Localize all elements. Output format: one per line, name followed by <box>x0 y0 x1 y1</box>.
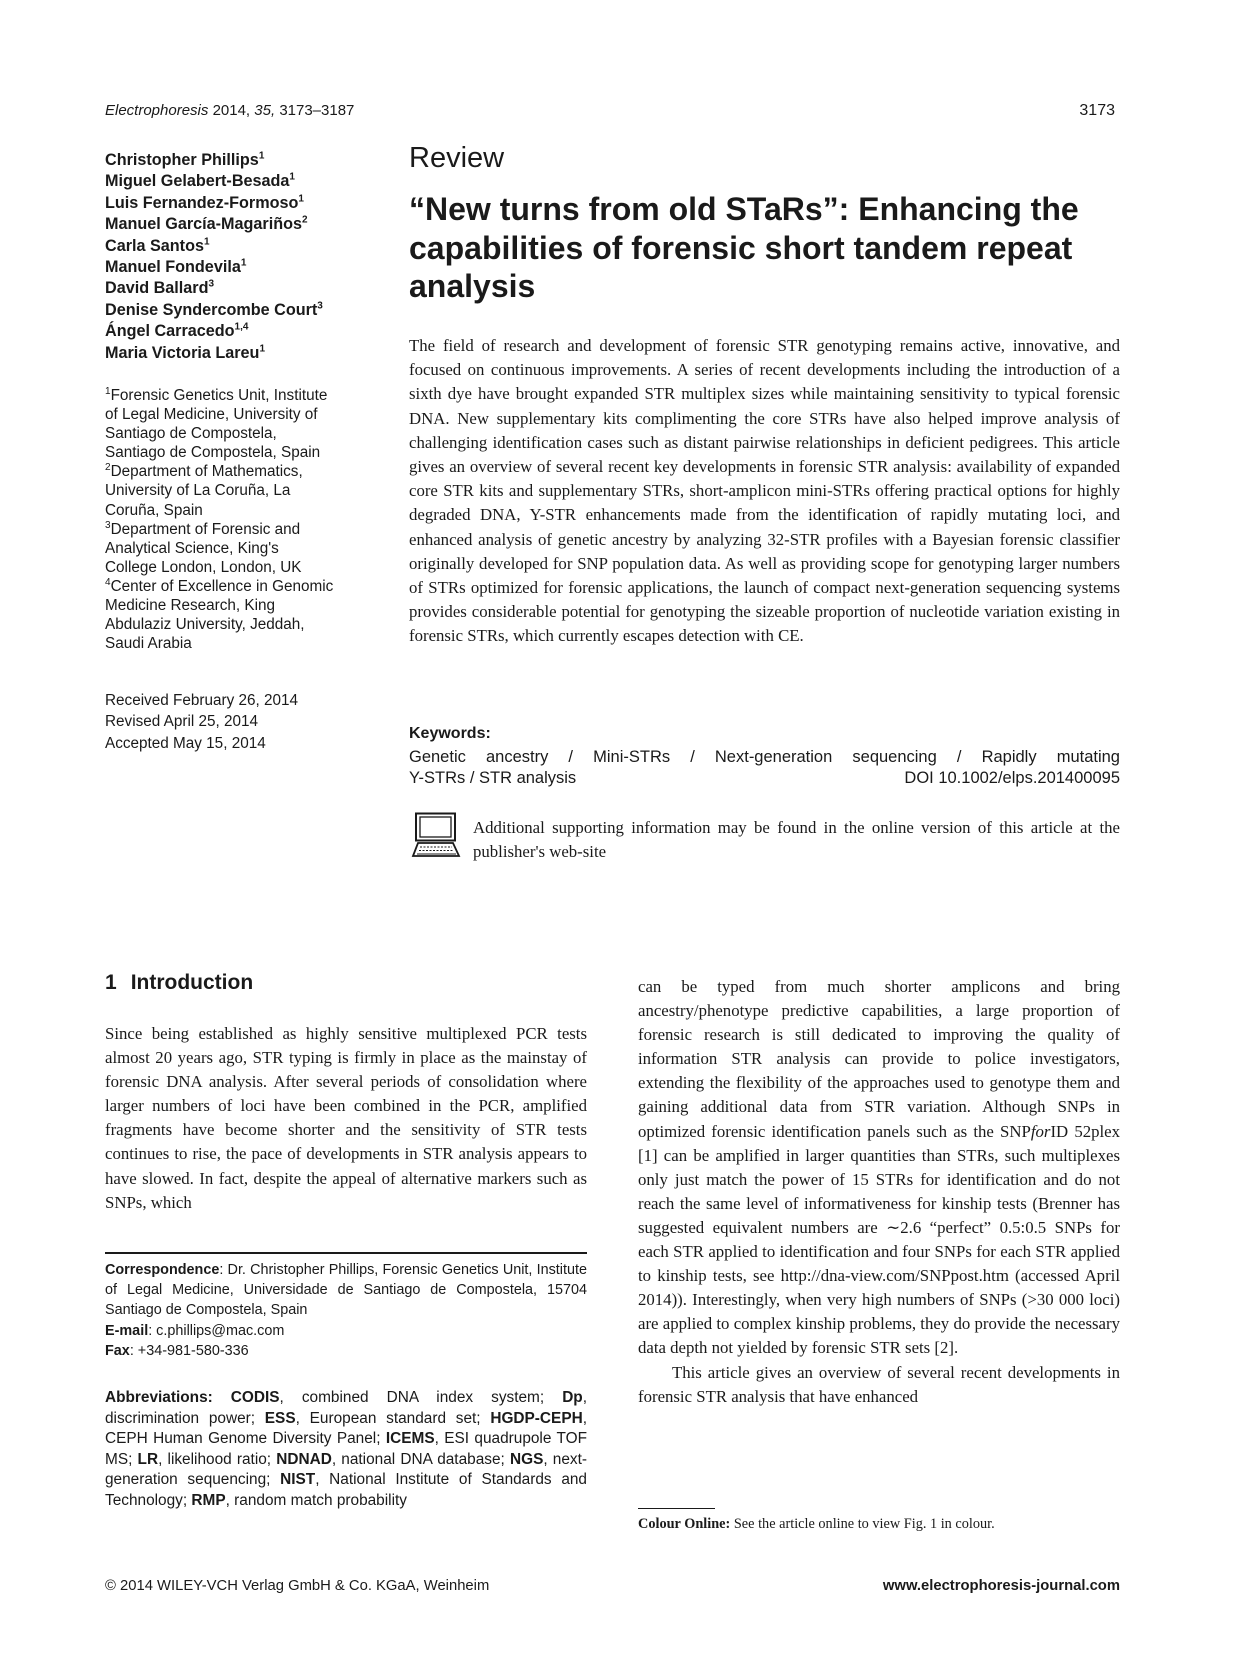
affiliation-line <box>105 405 380 424</box>
author <box>105 193 380 214</box>
affiliation-line <box>105 615 380 634</box>
correspondence-text: : Dr. Christopher Phillips, Forensic Genetics Unit, Institute of Legal Medicine, Universidade de Santiago de Compostela, 15704 Santiago de Compostela, Spain <box>105 1262 587 1319</box>
abbreviation-definition: , CEPH Human Genome Diversity Panel; <box>105 1409 587 1448</box>
intro-paragraph-continued <box>638 975 1120 1361</box>
author-name: Ángel Carracedo <box>105 322 235 341</box>
abbreviation-definition: , European standard set; <box>295 1409 491 1427</box>
abbreviation-definition: , combined DNA index system; <box>279 1389 563 1406</box>
affiliation-text: Abdulaziz University, Jeddah, <box>105 616 305 634</box>
affiliation-text: Medicine Research, King <box>105 597 276 615</box>
abbreviation-term: HGDP-CEPH <box>490 1409 583 1427</box>
received-date: Received February 26, 2014 <box>105 692 299 709</box>
copyright-footer: © 2014 WILEY-VCH Verlag GmbH & Co. KGaA, Weinheim <box>105 1578 490 1594</box>
affiliation-text: Forensic Genetics Unit, Institute <box>110 387 328 404</box>
email-value: : c.phillips@mac.com <box>148 1322 285 1339</box>
colour-online-label: Colour Online: <box>638 1516 731 1532</box>
author-name: Carla Santos <box>105 236 204 255</box>
author-affiliation-mark: 3 <box>317 300 323 312</box>
abbreviation-definition: , next-generation sequencing; <box>105 1450 588 1489</box>
correspondence-divider <box>105 1252 587 1254</box>
author-name: Manuel Fondevila <box>105 258 241 277</box>
correspondence-address <box>105 1260 587 1321</box>
author-name: David Ballard <box>105 279 209 298</box>
intro-left-column <box>105 1022 587 1215</box>
author-name: Luis Fernandez-Formoso <box>105 193 299 212</box>
affiliation-line <box>105 424 380 443</box>
affiliation-line <box>105 596 380 615</box>
abbreviation-definition: , national DNA database; <box>331 1450 510 1468</box>
journal-name: Electrophoresis <box>105 102 209 119</box>
journal-reference <box>105 102 354 119</box>
abbreviation-term: RMP <box>191 1491 226 1509</box>
article-type: Review <box>409 142 505 174</box>
affiliation-number: 3 <box>105 519 111 531</box>
affiliation-text: Saudi Arabia <box>105 635 192 653</box>
abbreviation-term: CODIS <box>230 1389 280 1406</box>
article-title: “New turns from old STaRs”: Enhancing the capabilities of forensic short tandem repeat analysis <box>409 191 1079 304</box>
author <box>105 150 380 171</box>
affiliation-line <box>105 576 380 596</box>
accepted-date: Accepted May 15, 2014 <box>105 734 266 752</box>
author <box>105 321 380 342</box>
abbreviation-definition: , ESI quadrupole TOF MS; <box>105 1430 587 1468</box>
affiliation-line <box>105 558 380 577</box>
intro-right-column <box>638 975 1120 1409</box>
fax-value: : +34-981-580-336 <box>129 1342 249 1359</box>
author-affiliation-mark: 3 <box>208 279 215 291</box>
abbreviations-block <box>105 1388 587 1512</box>
intro-text-part-b: ID 52plex [1] can be amplified in larger quantities than STRs, such multiplexes only just match the power of 15 STRs for identification and do not reach the same level of informativeness for kinship tests (Brenner has suggested equivalent numbers are ∼2.6 “perfect” 0.5:0.5 SNPs for each STR applied to identification and four SNPs for each STR applied to kinship tests, see http://dna-view.com/SNPpost.htm (accessed April 2014)). Interestingly, when very high numbers of SNPs (>30 000 loci) are applied to complex kinship problems, they do provide the necessary data depth not yielded by forensic STR sets [2]. <box>638 1121 1121 1358</box>
intro-text-part-a: can be typed from much shorter amplicons and bring ancestry/phenotype predictive capabilities, a large proportion of forensic research is still dedicated to improving the quality of information STR analysis can provide to police investigators, extending the flexibility of the approaches used to genotype them and gaining additional data from STR variation. Although SNPs in optimized forensic identification panels such as the SNP <box>638 977 1120 1141</box>
article-dates <box>105 690 380 754</box>
abstract: The field of research and development of forensic STR genotyping remains active, innovative, and focused on continuous improvements. A series of recent developments including the introduction of a sixth dye have brought expanded STR multiplex sizes while maintaining sensitivity to typical forensic DNA. New supplementary kits complimenting the core STRs have also helped improve analysis of challenging identification cases such as distant pairwise relationships in deficient pedigrees. This article gives an overview of several recent key developments in forensic STR analysis: availability of expanded core STR kits and supplementary STRs, short-amplicon mini-STRs offering practical options for highly degraded DNA, Y-STR enhancements made from the identification of rapidly mutating loci, and enhanced analysis of genetic ancestry by analyzing 32-STR profiles with a Bayesian forensic classifier originally developed for SNP population data. As well as providing scope for genotyping larger numbers of STRs optimized for forensic applications, the launch of compact next-generation sequencing systems provides considerable potential for genotyping the sizeable proportion of nucleotide variation existing in forensic STRs, which currently escapes detection with CE. <box>409 336 1120 646</box>
supporting-info-note: Additional supporting information may be found in the online version of this article at the publisher's web-site <box>473 818 1120 862</box>
affiliation <box>105 577 380 653</box>
affiliation-number: 4 <box>105 576 111 588</box>
author-affiliation-mark: 1 <box>258 150 265 162</box>
author-name: Miguel Gelabert-Besada <box>105 172 290 191</box>
keywords-line-2 <box>409 768 1120 789</box>
abbreviation-term: NDNAD <box>276 1450 332 1468</box>
affiliation-text: of Legal Medicine, University of <box>105 406 318 424</box>
affiliation-line <box>105 443 380 462</box>
abbreviations-label: Abbreviations: <box>105 1389 213 1406</box>
author <box>105 236 380 257</box>
abbreviation-term: ESS <box>264 1409 296 1427</box>
abbreviation-term: Dp <box>562 1389 583 1406</box>
doi: DOI 10.1002/elps.201400095 <box>904 768 1120 787</box>
affiliation-line <box>105 385 380 405</box>
author <box>105 278 380 299</box>
author-affiliation-mark: 1,4 <box>234 321 249 333</box>
keywords-label: Keywords: <box>409 725 491 742</box>
affiliation-line <box>105 519 380 539</box>
journal-pages: 3173–3187 <box>279 102 355 119</box>
keywords-line-2-text: Y-STRs / STR analysis <box>409 768 577 787</box>
running-head <box>105 102 1115 126</box>
affiliation-text: Department of Forensic and <box>110 520 301 538</box>
affiliation-list <box>105 386 380 653</box>
affiliation-text: Analytical Science, King's <box>105 539 279 557</box>
author-affiliation-mark: 1 <box>289 172 295 184</box>
author <box>105 257 380 278</box>
correspondence-block <box>105 1260 587 1361</box>
fax-label: Fax <box>105 1342 130 1359</box>
affiliation-line <box>105 539 380 558</box>
journal-year: 2014, <box>212 102 251 119</box>
abbreviation-term: NIST <box>280 1471 316 1489</box>
affiliation-text: Santiago de Compostela, Spain <box>105 444 321 462</box>
author-affiliation-mark: 1 <box>203 236 210 248</box>
affiliation-text: College London, London, UK <box>105 558 302 576</box>
computer-icon <box>411 812 461 858</box>
journal-website-link[interactable]: www.electrophoresis-journal.com <box>882 1578 1120 1594</box>
affiliation-text: University of La Coruña, La <box>105 482 291 500</box>
affiliation-text: Center of Excellence in Genomic <box>110 577 334 595</box>
author-name: Denise Syndercombe Court <box>105 300 318 319</box>
author-affiliation-mark: 2 <box>302 214 308 226</box>
affiliation <box>105 386 380 462</box>
intro-text-italic: for <box>1030 1121 1051 1141</box>
section-title: Introduction <box>130 971 254 994</box>
affiliation-line <box>105 481 380 500</box>
affiliation-number: 2 <box>105 462 111 474</box>
keywords-line-1: Genetic ancestry / Mini-STRs / Next-generation sequencing / Rapidly mutating <box>409 748 1120 766</box>
abbreviation-definition: , National Institute of Standards and Technology; <box>105 1471 587 1509</box>
abbreviation-term: NGS <box>509 1450 544 1468</box>
author-name: Maria Victoria Lareu <box>105 343 260 362</box>
revised-date: Revised April 25, 2014 <box>105 713 259 731</box>
colour-online-text: See the article online to view Fig. 1 in colour. <box>730 1516 995 1532</box>
affiliation-text: Coruña, Spain <box>105 501 203 519</box>
intro-paragraph-2: This article gives an overview of several recent developments in forensic STR analysis that have enhanced <box>638 1362 1120 1406</box>
abbreviation-definition: , random match probability <box>225 1491 407 1509</box>
author-name: Manuel García-Magariños <box>105 215 303 234</box>
journal-volume: 35, <box>254 102 276 119</box>
page-number: 3173 <box>1079 102 1115 119</box>
section-number: 1 <box>105 971 117 994</box>
author <box>105 171 380 192</box>
author <box>105 343 380 364</box>
correspondence-email <box>105 1321 587 1341</box>
author-name: Christopher Phillips <box>105 151 259 169</box>
abbreviation-term: LR <box>137 1450 159 1468</box>
affiliation-text: Department of Mathematics, <box>110 463 303 481</box>
author-affiliation-mark: 1 <box>240 257 247 269</box>
keywords <box>409 747 1120 788</box>
author-list <box>105 150 380 364</box>
footnote-divider <box>638 1508 715 1509</box>
correspondence-label: Correspondence <box>105 1262 220 1278</box>
affiliation-line <box>105 462 380 481</box>
colour-online-note <box>638 1516 995 1533</box>
section-heading <box>105 971 253 995</box>
affiliation <box>105 520 380 577</box>
affiliation-number: 1 <box>105 385 111 397</box>
affiliation-line <box>105 501 380 520</box>
author <box>105 300 380 321</box>
affiliation-line <box>105 634 380 653</box>
correspondence-fax <box>105 1341 587 1361</box>
abbreviation-definition: , likelihood ratio; <box>158 1450 277 1468</box>
author <box>105 214 380 235</box>
intro-paragraph-1: Since being established as highly sensitive multiplexed PCR tests almost 20 years ago, STR typing is firmly in place as the mainstay of forensic DNA analysis. After several periods of consolidation where larger numbers of loci have been combined in the PCR, amplified fragments have become shorter and the sensitivity of STR tests continues to rise, the pace of developments in STR analysis appears to have slowed. In fact, despite the appeal of alternative markers such as SNPs, which <box>105 1024 587 1212</box>
author-affiliation-mark: 1 <box>298 193 304 205</box>
abbreviation-definition: , discrimination power; <box>105 1389 587 1427</box>
abbreviation-term: ICEMS <box>385 1430 435 1448</box>
affiliation <box>105 462 380 519</box>
email-label: E-mail <box>105 1322 149 1339</box>
author-affiliation-mark: 1 <box>259 343 266 355</box>
affiliation-text: Santiago de Compostela, <box>105 425 277 443</box>
